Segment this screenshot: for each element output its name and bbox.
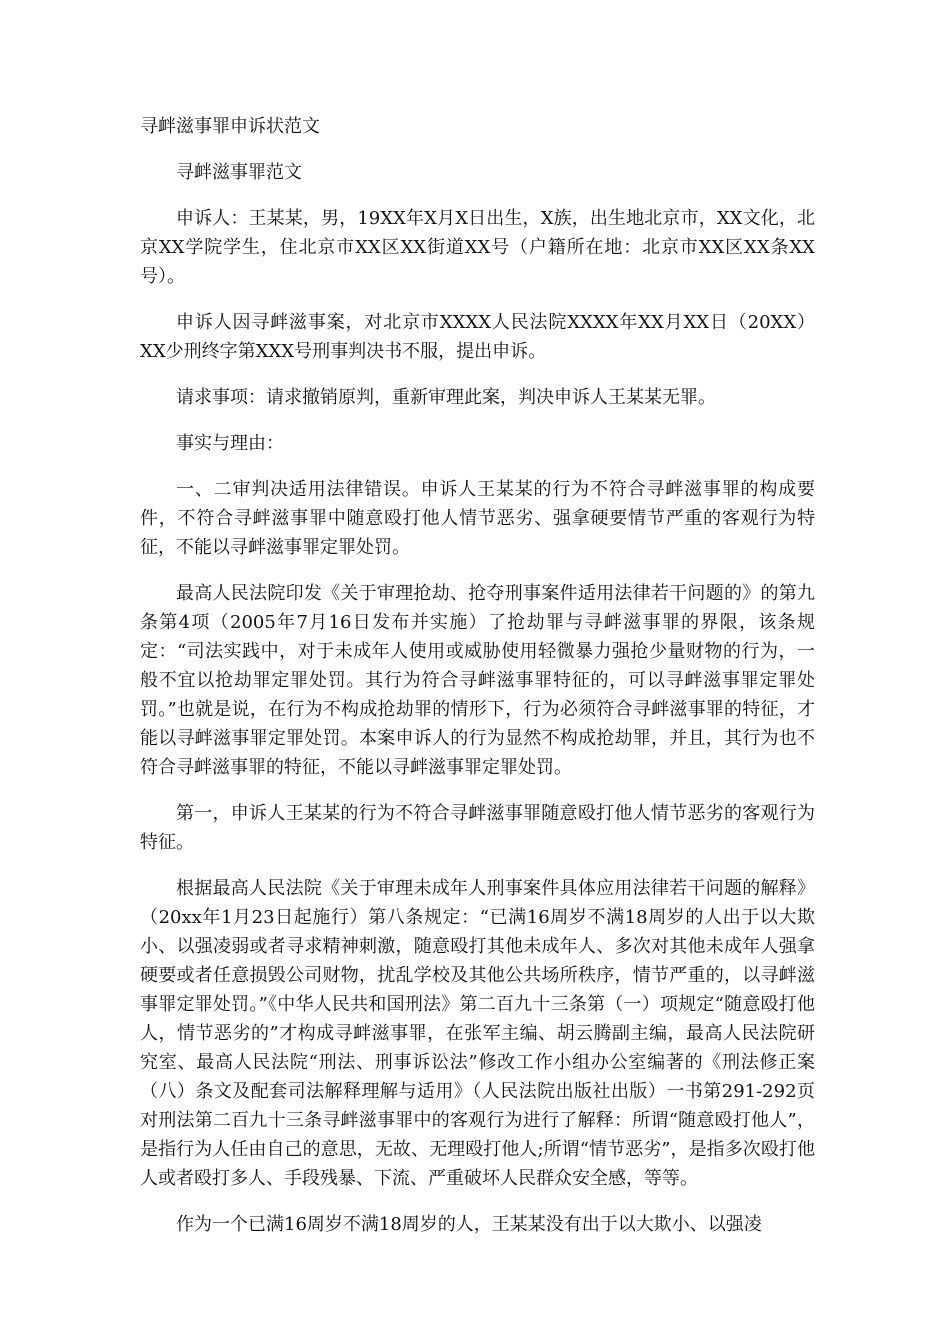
- body-paragraph: 最高人民法院印发《关于审理抢劫、抢夺刑事案件适用法律若干问题的》的第九条第4项（2005年7月16日发布并实施）了抢劫罪与寻衅滋事罪的界限，该条规定：“司法实践中，对于未成年人使用或威胁使用轻微暴力强抢少量财物的行为，一般不宜以抢劫罪定罪处罚。其行为符合寻衅滋事罪特征的，可以寻衅滋事罪定罪处罚。”也就是说，在行为不构成抢劫罪的情形下，行为必须符合寻衅滋事罪的特征，才能以寻衅滋事罪定罪处罚。本案申诉人的行为显然不构成抢劫罪，并且，其行为也不符合寻衅滋事罪的特征，不能以寻衅滋事罪定罪处罚。: [140, 583, 815, 778]
- document-title: 寻衅滋事罪申诉状范文: [140, 116, 320, 137]
- subtitle-paragraph: 寻衅滋事罪范文: [176, 162, 302, 183]
- body-paragraph: 作为一个已满16周岁不满18周岁的人，王某某没有出于以大欺小、以强凌: [176, 1214, 762, 1235]
- body-paragraph: 第一，申诉人王某某的行为不符合寻衅滋事罪随意殴打他人情节恶劣的客观行为特征。: [140, 803, 815, 853]
- facts-heading-paragraph: 事实与理由：: [176, 433, 284, 454]
- body-paragraph: 一、二审判决适用法律错误。申诉人王某某的行为不符合寻衅滋事罪的构成要件，不符合寻衅滋事罪中随意殴打他人情节恶劣、强拿硬要情节严重的客观行为特征，不能以寻衅滋事罪定罪处罚。: [140, 479, 815, 558]
- appellant-info-paragraph: 申诉人：王某某，男，19XX年X月X日出生，X族，出生地北京市，XX文化，北京XX学院学生，住北京市XX区XX街道XX号（户籍所在地：北京市XX区XX条XX号）。: [140, 208, 815, 287]
- request-paragraph: 请求事项：请求撤销原判，重新审理此案，判决申诉人王某某无罪。: [176, 387, 716, 408]
- document-body: [140, 112, 815, 1239]
- body-paragraph: 根据最高人民法院《关于审理未成年人刑事案件具体应用法律若干问题的解释》（20xx年1月23日起施行）第八条规定：“已满16周岁不满18周岁的人出于以大欺小、以强凌弱或者寻求精神刺激，随意殴打其他未成年人、多次对其他未成年人强拿硬要或者任意损毁公司财物，扰乱学校及其他公共场所秩序，情节严重的，以寻衅滋事罪定罪处罚。”《中华人民共和国刑法》第二百九十三条第（一）项规定“随意殴打他人，情节恶劣的”才构成寻衅滋事罪，在张军主编、胡云腾副主编，最高人民法院研究室、最高人民法院“刑法、刑事诉讼法”修改工作小组办公室编著的《刑法修正案（八）条文及配套司法解释理解与适用》（人民法院出版社出版）一书第291-292页对刑法第二百九十三条寻衅滋事罪中的客观行为进行了解释：所谓“随意殴打他人”，是指行为人任由自己的意思，无故、无理殴打他人;所谓“情节恶劣”，是指多次殴打他人或者殴打多人、手段残暴、下流、严重破坏人民群众安全感，等等。: [140, 878, 815, 1189]
- case-statement-paragraph: 申诉人因寻衅滋事案，对北京市XXXX人民法院XXXX年XX月XX日（20XX）XX少刑终字第XXX号刑事判决书不服，提出申诉。: [140, 312, 815, 362]
